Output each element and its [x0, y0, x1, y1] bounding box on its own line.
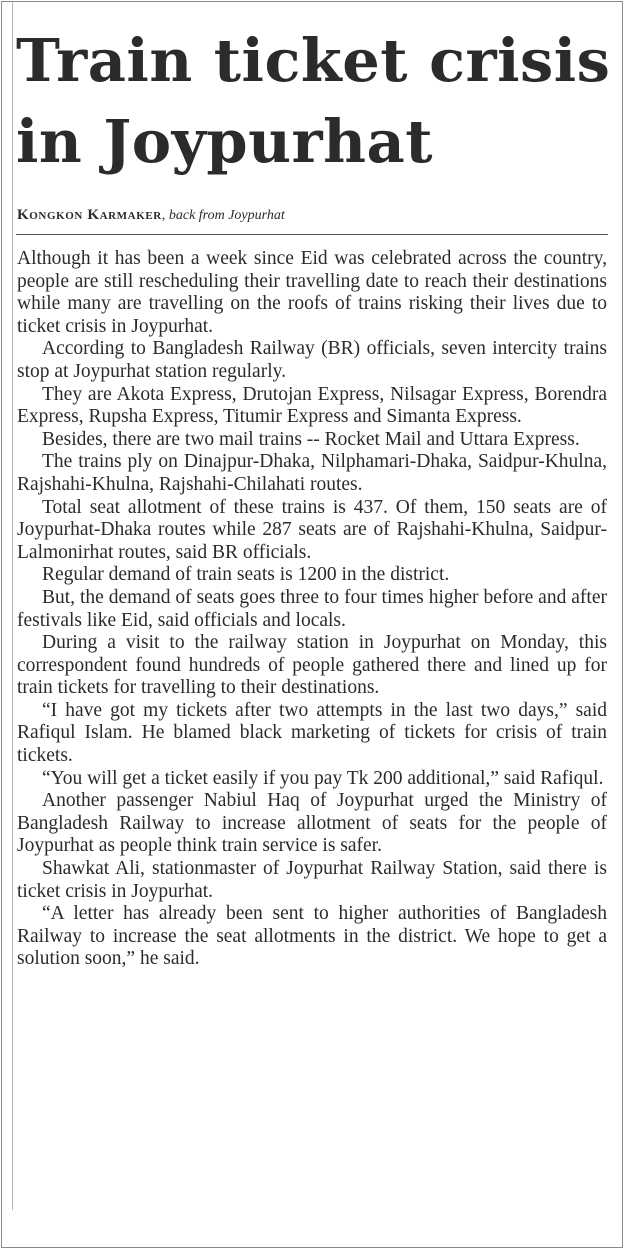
paragraph: They are Akota Express, Drutojan Express, Nilsagar Express, Borendra Express, Rupsha Express, Titumir Express and Simanta Express. [17, 383, 607, 428]
byline-divider [16, 234, 608, 235]
paragraph: But, the demand of seats goes three to four times higher before and after festivals like Eid, said officials and locals. [17, 586, 607, 631]
paragraph: “You will get a ticket easily if you pay Tk 200 additional,” said Rafiqul. [42, 767, 604, 789]
paragraph: Total seat allotment of these trains is 437. Of them, 150 seats are of Joypurhat-Dhaka routes while 287 seats are of Rajshahi-Khulna, Saidpur-Lalmonirhat routes, said BR officials. [17, 496, 607, 563]
paragraph: During a visit to the railway station in Joypurhat on Monday, this correspondent found hundreds of people gathered there and lined up for train tickets for travelling to their destinations. [17, 632, 607, 699]
paragraph: The trains ply on Dinajpur-Dhaka, Nilphamari-Dhaka, Saidpur-Khulna, Rajshahi-Khulna, Rajshahi-Chilahati routes. [17, 451, 607, 495]
paragraph: Regular demand of train seats is 1200 in the district. [42, 564, 450, 586]
headline: Train ticket crisis in Joypurhat [16, 26, 611, 176]
byline-separator: , [161, 208, 169, 223]
paragraph: According to Bangladesh Railway (BR) officials, seven intercity trains stop at Joypurhat station regularly. [17, 338, 607, 382]
paragraph: Besides, there are two mail trains -- Rocket Mail and Uttara Express. [42, 428, 580, 450]
paragraph: “I have got my tickets after two attempts in the last two days,” said Rafiqul Islam. He blamed black marketing of tickets for crisis of train tickets. [17, 699, 607, 767]
byline-author: Kongkon Karmaker [17, 207, 162, 223]
paragraph: Another passenger Nabiul Haq of Joypurhat urged the Ministry of Bangladesh Railway to increase allotment of seats for the people of Joypurhat as people think train service is safer. [17, 790, 607, 857]
article-body [17, 248, 607, 971]
paragraph: “A letter has already been sent to higher authorities of Bangladesh Railway to increase the seat allotments in the district. We hope to get a solution soon,” he said. [17, 903, 607, 970]
paragraph: Although it has been a week since Eid was celebrated across the country, people are still rescheduling their travelling date to reach their destinations while many are travelling on the roofs of trains risking their lives due to ticket crisis in Joypurhat. [17, 248, 607, 337]
paragraph: Shawkat Ali, stationmaster of Joypurhat Railway Station, said there is ticket crisis in Joypurhat. [17, 858, 607, 902]
byline [17, 206, 607, 225]
byline-location: back from Joypurhat [168, 208, 285, 223]
